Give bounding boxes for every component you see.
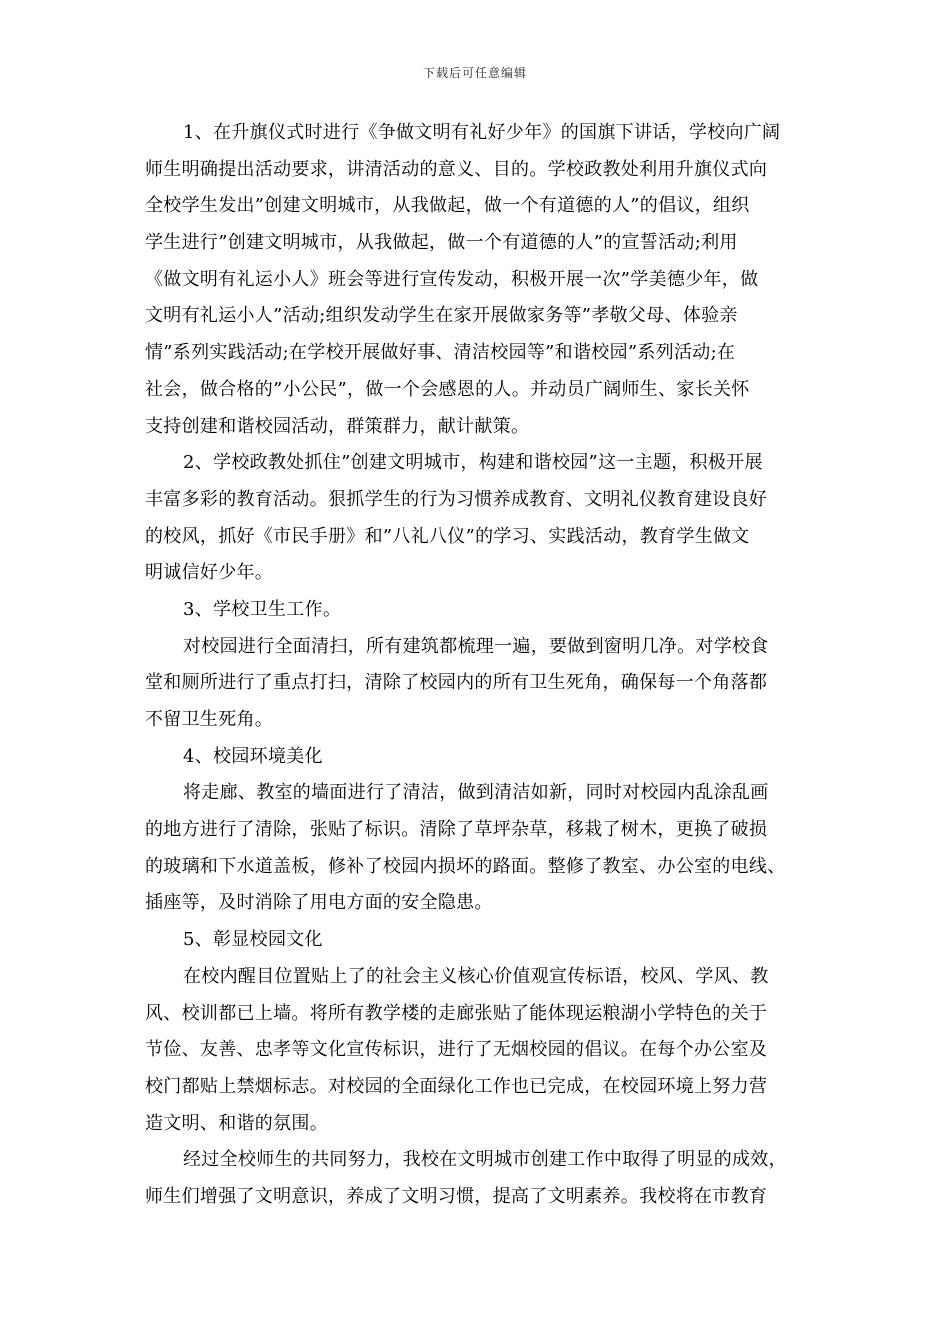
text-line: 的玻璃和下水道盖板，修补了校园内损坏的路面。整修了教室、办公室的电线、	[145, 855, 786, 877]
text-line: 不留卫生死角。	[145, 709, 274, 730]
paragraph-4	[145, 775, 825, 922]
text-line: 丰富多彩的教育活动。狠抓学生的行为习惯养成教育、文明礼仪教育建设良好	[145, 488, 768, 510]
paragraph-5	[145, 959, 825, 1142]
text-line: 造文明、和谐的氛围。	[145, 1112, 328, 1134]
paragraph-conclusion	[145, 1142, 825, 1215]
text-line: 全校学生发出”创建文明城市，从我做起，做一个有道德的人”的倡议，组织	[145, 195, 750, 217]
text-line: 支持创建和谐校园活动，群策群力，献计献策。	[145, 415, 530, 437]
text-line: 《做文明有礼运小人》班会等进行宣传发动，积极开展一次”学美德少年，做	[145, 268, 759, 290]
text-line: 在校内醒目位置贴上了的社会主义核心价值观宣传标语，校风、学风、教	[183, 965, 769, 987]
paragraph-1	[145, 115, 825, 445]
text-line: 经过全校师生的共同努力，我校在文明城市创建工作中取得了明显的成效，	[183, 1149, 787, 1171]
text-line: 师生明确提出活动要求，讲清活动的意义、目的。学校政教处利用升旗仪式向	[145, 158, 768, 180]
text-line: 插座等，及时消除了用电方面的安全隐患。	[145, 892, 493, 914]
text-line: 的校风，抓好《市民手册》和”八礼八仪”的学习、实践活动，教育学生做文	[145, 525, 750, 547]
text-line: 对校园进行全面清扫，所有建筑都梳理一遍，要做到窗明几净。对学校食	[183, 635, 769, 657]
text-line: 社会，做合格的”小公民”，做一个会感恩的人。并动员广阔师生、家长关怀	[145, 378, 750, 400]
text-line: 1、在升旗仪式时进行《争做文明有礼好少年》的国旗下讲话，学校向广阔	[183, 122, 781, 143]
text-line: 风、校训都已上墙。将所有教学楼的走廊张贴了能体现运粮湖小学特色的关于	[145, 1002, 768, 1024]
text-line: 节俭、友善、忠孝等文化宣传标识，进行了无烟校园的倡议。在每个办公室及	[145, 1039, 768, 1061]
section-heading: 5、彰显校园文化	[183, 929, 323, 951]
text-line: 校门都贴上禁烟标志。对校园的全面绿化工作也已完成，在校园环境上努力营	[145, 1075, 768, 1097]
text-line: 师生们增强了文明意识，养成了文明习惯，提高了文明素养。我校将在市教育	[145, 1185, 768, 1207]
section-heading: 3、学校卫生工作。	[183, 598, 342, 620]
text-line: 明诚信好少年。	[145, 562, 274, 584]
paragraph-3	[145, 629, 825, 739]
text-line: 的地方进行了清除，张贴了标识。清除了草坪杂草，移栽了树木，更换了破损	[145, 819, 768, 841]
document-body	[145, 115, 825, 1216]
section-heading-4	[145, 739, 825, 776]
section-heading-5	[145, 922, 825, 959]
page-header: 下载后可任意编辑	[422, 66, 527, 80]
text-line: 文明有礼运小人”活动;组织发动学生在家开展做家务等”孝敬父母、体验亲	[145, 305, 738, 327]
section-heading-3	[145, 592, 825, 629]
text-line: 学生进行”创建文明城市，从我做起，做一个有道德的人”的宣誓活动;利用	[145, 232, 738, 254]
text-line: 情”系列实践活动;在学校开展做好事、清洁校园等”和谐校园”系列活动;在	[145, 342, 736, 364]
paragraph-2	[145, 445, 825, 592]
section-heading: 4、校园环境美化	[183, 745, 323, 767]
text-line: 将走廊、教室的墙面进行了清洁，做到清洁如新，同时对校园内乱涂乱画	[183, 782, 769, 804]
text-line: 堂和厕所进行了重点打扫，清除了校园内的所有卫生死角，确保每一个角落都	[145, 672, 768, 694]
text-line: 2、学校政教处抓住”创建文明城市，构建和谐校园”这一主题，积极开展	[183, 452, 763, 474]
